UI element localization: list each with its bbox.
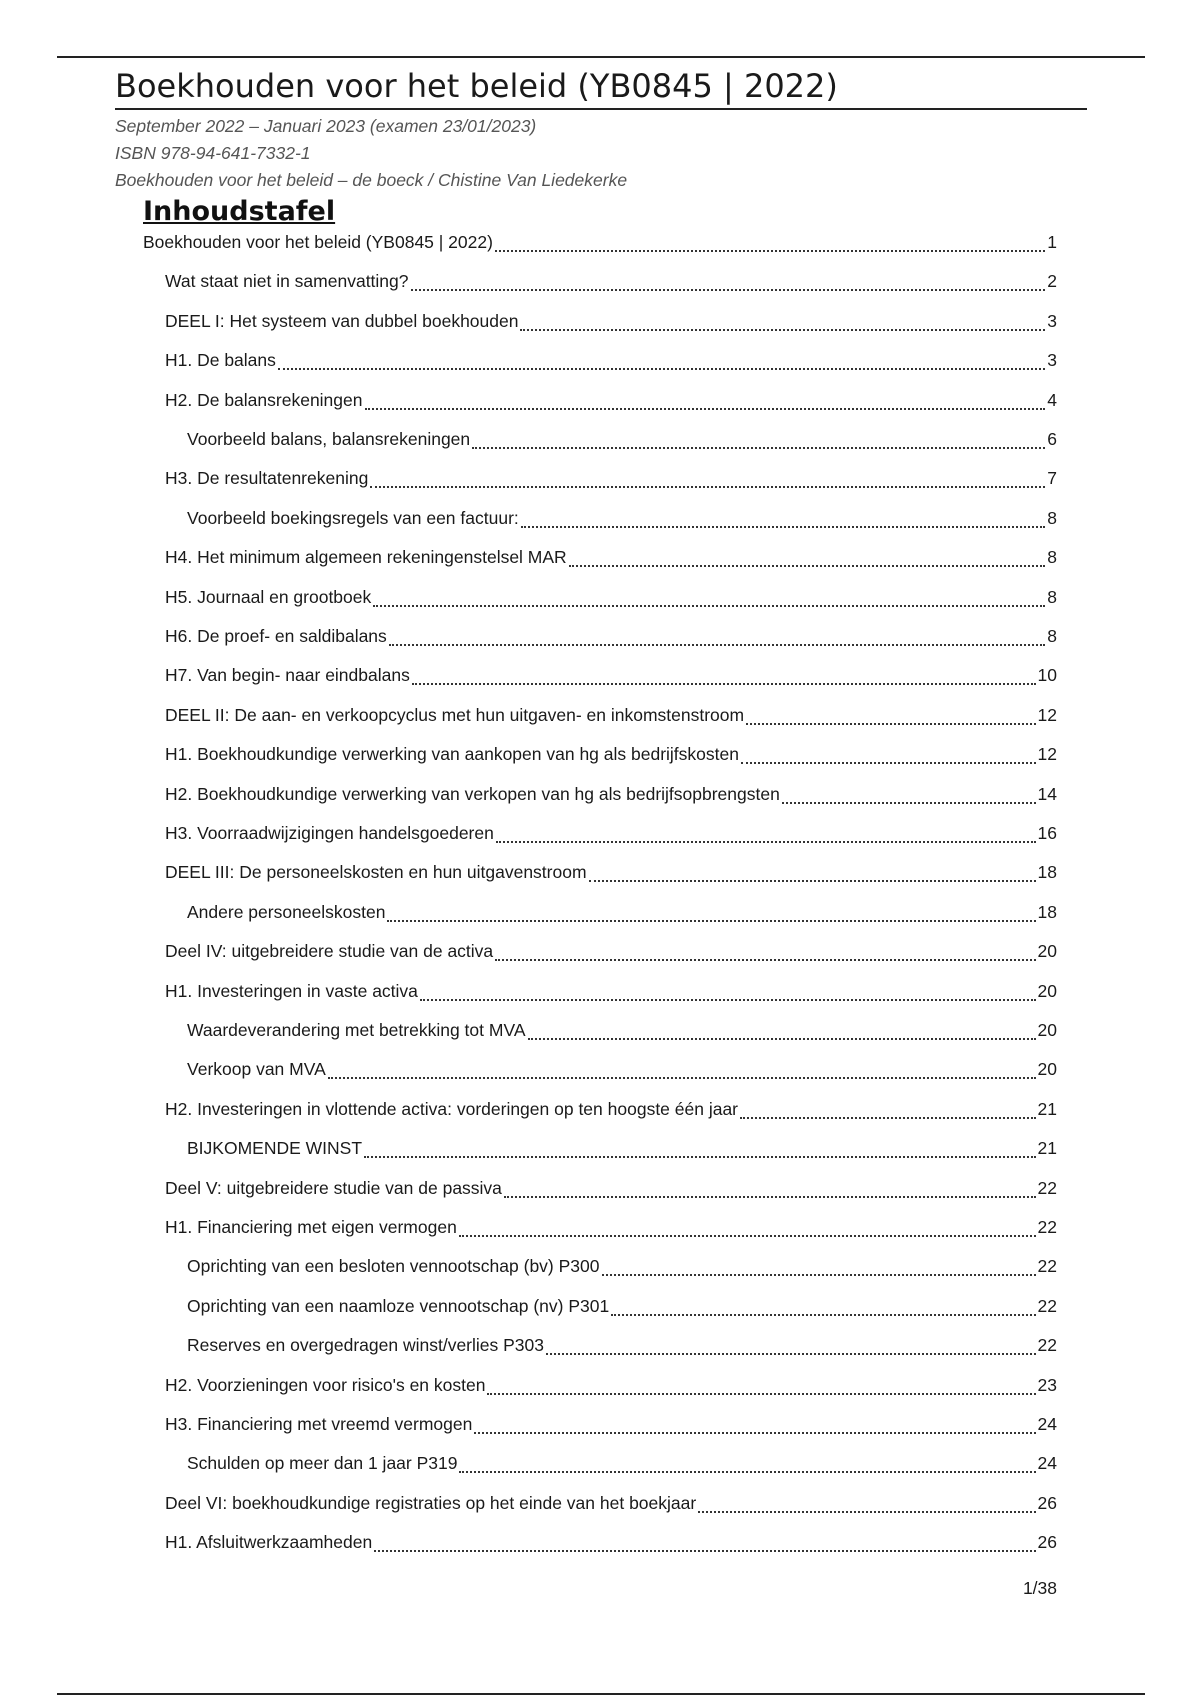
top-rule	[57, 56, 1145, 58]
toc-leader-dots	[389, 644, 1045, 646]
toc-entry-title: H6. De proef- en saldibalans	[165, 626, 387, 646]
toc-entry-page: 8	[1047, 626, 1057, 646]
toc-entry[interactable]	[165, 626, 1057, 652]
toc-entry-page: 4	[1047, 390, 1057, 410]
toc-entry[interactable]	[143, 232, 1057, 258]
meta-book: Boekhouden voor het beleid – de boeck / Chistine Van Liedekerke	[115, 170, 628, 190]
toc-entry-page: 18	[1037, 902, 1057, 922]
toc-entry[interactable]	[165, 862, 1057, 888]
toc-leader-dots	[364, 1156, 1036, 1158]
toc-entry-title: Deel IV: uitgebreidere studie van de activa	[165, 941, 494, 961]
toc-entry[interactable]	[187, 1020, 1057, 1046]
toc-entry[interactable]	[187, 1059, 1057, 1085]
toc-leader-dots	[698, 1511, 1035, 1513]
toc-entry-page: 23	[1037, 1375, 1057, 1395]
toc-entry-page: 24	[1037, 1453, 1057, 1473]
toc-entry-title: H1. Financiering met eigen vermogen	[165, 1217, 457, 1237]
toc-leader-dots	[602, 1274, 1036, 1276]
toc-leader-dots	[328, 1077, 1036, 1079]
toc-entry[interactable]	[187, 1256, 1057, 1282]
toc-leader-dots	[782, 802, 1036, 804]
toc-leader-dots	[278, 368, 1045, 370]
toc-leader-dots	[740, 1117, 1036, 1119]
toc-entry-title: BIJKOMENDE WINST	[187, 1138, 363, 1158]
toc-leader-dots	[495, 959, 1035, 961]
toc-entry-title: Voorbeeld boekingsregels van een factuur:	[187, 508, 519, 528]
toc-entry-title: H2. Investeringen in vlottende activa: vorderingen op ten hoogste één jaar	[165, 1099, 739, 1119]
toc-entry[interactable]	[187, 1296, 1057, 1322]
toc-leader-dots	[459, 1235, 1036, 1237]
toc-entry[interactable]	[165, 784, 1057, 810]
toc-entry-page: 2	[1047, 271, 1057, 291]
toc-leader-dots	[373, 605, 1045, 607]
toc-entry-title: H3. Financiering met vreemd vermogen	[165, 1414, 473, 1434]
toc-entry-page: 12	[1037, 705, 1057, 725]
toc-entry-page: 12	[1037, 744, 1057, 764]
toc-heading: Inhoudstafel	[143, 196, 336, 227]
toc-entry[interactable]	[165, 823, 1057, 849]
toc-entry-page: 26	[1037, 1493, 1057, 1513]
toc-entry[interactable]	[187, 1335, 1057, 1361]
toc-entry-title: DEEL I: Het systeem van dubbel boekhouden	[165, 311, 519, 331]
toc-leader-dots	[487, 1393, 1035, 1395]
toc-leader-dots	[741, 762, 1036, 764]
toc-leader-dots	[374, 1550, 1035, 1552]
toc-entry-page: 22	[1037, 1335, 1057, 1355]
toc-entry-page: 3	[1047, 350, 1057, 370]
toc-entry[interactable]	[165, 665, 1057, 691]
toc-entry[interactable]	[165, 1532, 1057, 1558]
toc-entry-title: H5. Journaal en grootboek	[165, 587, 372, 607]
toc-entry-title: Wat staat niet in samenvatting?	[165, 271, 409, 291]
toc-entry-page: 14	[1037, 784, 1057, 804]
toc-entry[interactable]	[165, 271, 1057, 297]
toc-entry-title: H1. Investeringen in vaste activa	[165, 981, 418, 1001]
toc-leader-dots	[370, 486, 1045, 488]
toc-entry-title: Voorbeeld balans, balansrekeningen	[187, 429, 471, 449]
toc-entry[interactable]	[165, 390, 1057, 416]
toc-entry-title: H1. Afsluitwerkzaamheden	[165, 1532, 373, 1552]
toc-entry-title: H4. Het minimum algemeen rekeningenstelsel MAR	[165, 547, 567, 567]
toc-leader-dots	[589, 880, 1036, 882]
toc-entry-title: Waardeverandering met betrekking tot MVA	[187, 1020, 526, 1040]
toc-leader-dots	[472, 447, 1045, 449]
toc-leader-dots	[387, 920, 1035, 922]
toc-leader-dots	[504, 1196, 1036, 1198]
toc-leader-dots	[611, 1314, 1035, 1316]
toc-entry-page: 26	[1037, 1532, 1057, 1552]
toc-entry-title: H1. De balans	[165, 350, 276, 370]
toc-entry-title: Deel V: uitgebreidere studie van de passiva	[165, 1178, 502, 1198]
toc-entry[interactable]	[165, 1217, 1057, 1243]
toc-entry[interactable]	[165, 1493, 1057, 1519]
toc-leader-dots	[528, 1038, 1036, 1040]
toc-entry[interactable]	[165, 981, 1057, 1007]
toc-leader-dots	[420, 999, 1036, 1001]
toc-entry-title: H2. De balansrekeningen	[165, 390, 363, 410]
toc-leader-dots	[365, 408, 1046, 410]
toc-entry-page: 7	[1047, 468, 1057, 488]
toc-entry-page: 10	[1037, 665, 1057, 685]
toc-entry-title: DEEL III: De personeelskosten en hun uitgavenstroom	[165, 862, 587, 882]
toc-entry-title: H2. Boekhoudkundige verwerking van verkopen van hg als bedrijfsopbrengsten	[165, 784, 780, 804]
toc-entry-title: H3. De resultatenrekening	[165, 468, 369, 488]
toc-entry-page: 20	[1037, 941, 1057, 961]
toc-entry-title: DEEL II: De aan- en verkoopcyclus met hun uitgaven- en inkomstenstroom	[165, 705, 745, 725]
toc-leader-dots	[521, 526, 1046, 528]
toc-entry-page: 3	[1047, 311, 1057, 331]
toc-entry-title: Deel VI: boekhoudkundige registraties op het einde van het boekjaar	[165, 1493, 697, 1513]
toc-entry[interactable]	[165, 1178, 1057, 1204]
toc-entry-page: 21	[1037, 1138, 1057, 1158]
toc-entry-title: Oprichting van een naamloze vennootschap (nv) P301	[187, 1296, 610, 1316]
toc-leader-dots	[496, 841, 1036, 843]
toc-leader-dots	[459, 1471, 1035, 1473]
toc-entry-page: 16	[1037, 823, 1057, 843]
document-title: Boekhouden voor het beleid (YB0845 | 2022)	[115, 67, 1087, 110]
toc-entry-title: H2. Voorzieningen voor risico's en kosten	[165, 1375, 486, 1395]
toc-entry-title: Verkoop van MVA	[187, 1059, 326, 1079]
toc-entry-page: 1	[1047, 232, 1057, 252]
toc-leader-dots	[546, 1353, 1036, 1355]
toc-entry-page: 20	[1037, 1059, 1057, 1079]
toc-entry-page: 22	[1037, 1256, 1057, 1276]
toc-entry[interactable]	[165, 587, 1057, 613]
toc-entry[interactable]	[187, 1138, 1057, 1164]
toc-entry[interactable]	[165, 941, 1057, 967]
toc-entry-title: Schulden op meer dan 1 jaar P319	[187, 1453, 458, 1473]
toc-entry[interactable]	[165, 705, 1057, 731]
toc-entry-page: 24	[1037, 1414, 1057, 1434]
toc-entry-page: 22	[1037, 1178, 1057, 1198]
toc-entry-title: Andere personeelskosten	[187, 902, 386, 922]
bottom-rule	[57, 1693, 1145, 1695]
toc-entry-page: 20	[1037, 1020, 1057, 1040]
toc-entry-title: H1. Boekhoudkundige verwerking van aankopen van hg als bedrijfskosten	[165, 744, 739, 764]
toc-entry-title: Reserves en overgedragen winst/verlies P303	[187, 1335, 544, 1355]
toc-entry[interactable]	[165, 1414, 1057, 1440]
toc-entry[interactable]	[165, 1099, 1057, 1125]
toc-entry-page: 22	[1037, 1296, 1057, 1316]
toc-entry-page: 22	[1037, 1217, 1057, 1237]
toc-leader-dots	[411, 289, 1046, 291]
toc-leader-dots	[520, 329, 1045, 331]
toc-entry[interactable]	[165, 1375, 1057, 1401]
toc-leader-dots	[746, 723, 1035, 725]
toc-entry[interactable]	[165, 468, 1057, 494]
toc-entry-title: Boekhouden voor het beleid (YB0845 | 2022)	[143, 232, 493, 252]
meta-isbn: ISBN 978-94-641-7332-1	[115, 143, 311, 163]
toc-entry-page: 8	[1047, 547, 1057, 567]
toc-entry[interactable]	[187, 902, 1057, 928]
toc-leader-dots	[474, 1432, 1035, 1434]
page-indicator: 1/38	[1022, 1578, 1057, 1598]
toc-entry[interactable]	[165, 350, 1057, 376]
toc-entry[interactable]	[165, 311, 1057, 337]
toc-entry-page: 6	[1047, 429, 1057, 449]
toc-leader-dots	[569, 565, 1046, 567]
toc-entry[interactable]	[187, 1453, 1057, 1479]
toc-entry[interactable]	[165, 547, 1057, 573]
toc-entry-page: 20	[1037, 981, 1057, 1001]
toc-leader-dots	[412, 683, 1036, 685]
toc-entry[interactable]	[187, 508, 1057, 534]
toc-entry[interactable]	[187, 429, 1057, 455]
toc-entry-title: Oprichting van een besloten vennootschap (bv) P300	[187, 1256, 600, 1276]
toc-entry-title: H3. Voorraadwijzigingen handelsgoederen	[165, 823, 494, 843]
toc-entry-page: 18	[1037, 862, 1057, 882]
toc-entry[interactable]	[165, 744, 1057, 770]
toc-entry-page: 8	[1047, 587, 1057, 607]
toc-leader-dots	[495, 250, 1045, 252]
toc-entry-page: 21	[1037, 1099, 1057, 1119]
toc-entry-title: H7. Van begin- naar eindbalans	[165, 665, 410, 685]
toc-entry-page: 8	[1047, 508, 1057, 528]
meta-period: September 2022 – Januari 2023 (examen 23/01/2023)	[115, 116, 537, 136]
